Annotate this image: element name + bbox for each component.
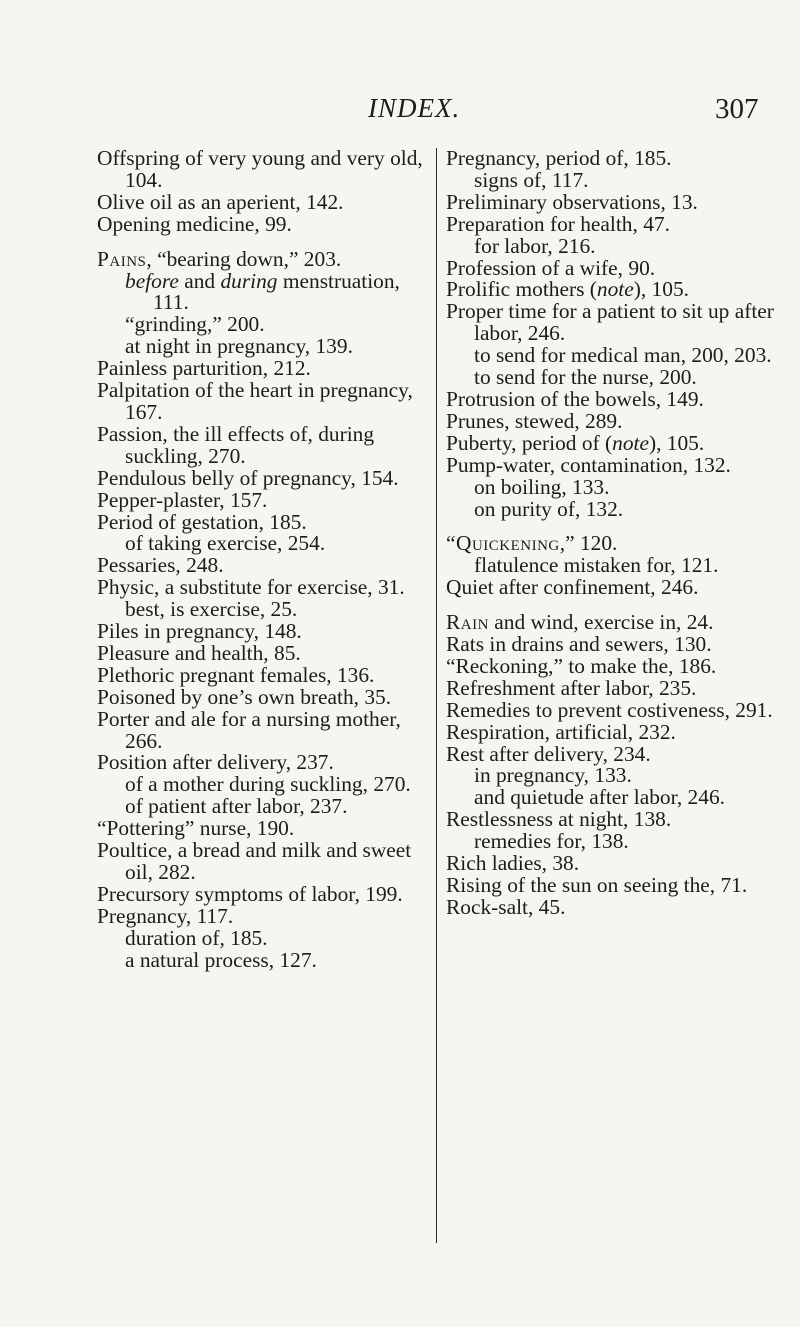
index-subentry bbox=[446, 367, 778, 389]
entry-em: before bbox=[125, 268, 179, 293]
index-entry bbox=[446, 809, 778, 831]
entry-text: to send for medical man, 200, 203. bbox=[474, 343, 772, 368]
entry-text: for labor, 216. bbox=[474, 233, 596, 258]
index-subentry bbox=[446, 496, 778, 521]
index-entry bbox=[97, 246, 429, 271]
entry-text: Poisoned by one’s own breath, 35. bbox=[97, 684, 392, 709]
entry-head: “Quickening bbox=[446, 531, 560, 556]
entry-text: Quiet after confinement, 246. bbox=[446, 575, 699, 600]
entry-text: Position after delivery, 237. bbox=[97, 750, 334, 775]
index-entry bbox=[97, 380, 429, 424]
index-entry bbox=[97, 684, 429, 709]
entry-text: signs of, 117. bbox=[474, 167, 589, 192]
entry-text: Passion, the ill effects of, during suckling, 270. bbox=[97, 421, 380, 468]
entry-text: Porter and ale for a nursing mother, 266. bbox=[97, 706, 407, 753]
index-entry bbox=[446, 875, 778, 897]
index-entry bbox=[97, 818, 429, 840]
index-subentry bbox=[97, 336, 429, 358]
entry-text: Preliminary observations, 13. bbox=[446, 189, 698, 214]
entry-text: “grinding,” 200. bbox=[125, 312, 265, 337]
entry-text: Restlessness at night, 138. bbox=[446, 807, 672, 832]
index-entry bbox=[97, 706, 429, 753]
index-entry bbox=[446, 697, 778, 722]
index-entry bbox=[97, 577, 429, 599]
entry-after: ), 105. bbox=[648, 430, 705, 455]
index-entry bbox=[97, 509, 429, 534]
entry-text: , “bearing down,” 203. bbox=[146, 246, 342, 271]
entry-text: Painless parturition, 212. bbox=[97, 356, 311, 381]
entry-text: on purity of, 132. bbox=[474, 496, 624, 521]
entry-mid: and bbox=[178, 268, 221, 293]
entry-text: Offspring of very young and very old, 104. bbox=[97, 146, 429, 192]
entry-text: Proper time for a patient to sit up after labor, 246. bbox=[446, 299, 780, 346]
index-subentry bbox=[446, 765, 778, 787]
column-divider bbox=[436, 148, 437, 1243]
index-subentry bbox=[446, 831, 778, 853]
entry-text: Pleasure and health, 85. bbox=[97, 640, 301, 665]
index-entry bbox=[446, 719, 778, 744]
entry-text: Piles in pregnancy, 148. bbox=[97, 619, 302, 644]
index-entry bbox=[97, 903, 429, 928]
index-entry bbox=[446, 148, 778, 170]
index-entry bbox=[446, 255, 778, 280]
entry-text: Rats in drains and sewers, 130. bbox=[446, 632, 712, 657]
entry-text: Rising of the sun on seeing the, 71. bbox=[446, 873, 748, 897]
index-entry bbox=[446, 533, 778, 555]
entry-head: Pains bbox=[97, 246, 147, 271]
index-subentry bbox=[446, 233, 778, 258]
entry-text: on boiling, 133. bbox=[474, 474, 610, 499]
index-entry bbox=[446, 408, 778, 433]
index-entry bbox=[446, 894, 778, 919]
entry-text: and quietude after labor, 246. bbox=[474, 785, 725, 810]
index-entry bbox=[97, 752, 429, 774]
entry-text: Refreshment after labor, 235. bbox=[446, 675, 697, 700]
entry-text: a natural process, 127. bbox=[125, 947, 317, 972]
index-entry bbox=[446, 741, 778, 766]
entry-text: menstruation, 111. bbox=[153, 268, 406, 315]
index-entry bbox=[446, 675, 778, 700]
entry-after: ), 105. bbox=[633, 277, 689, 302]
index-subentry bbox=[446, 555, 778, 577]
index-entry bbox=[446, 279, 778, 301]
entry-text: Respiration, artificial, 232. bbox=[446, 719, 676, 744]
entry-text: Puberty, period of ( bbox=[446, 430, 613, 455]
entry-text: Rest after delivery, 234. bbox=[446, 741, 651, 766]
entry-text: to send for the nurse, 200. bbox=[474, 365, 697, 390]
index-entry bbox=[97, 881, 429, 906]
index-entry bbox=[446, 189, 778, 214]
index-entry bbox=[97, 421, 429, 468]
index-column-left bbox=[97, 148, 429, 972]
entry-text: Protrusion of the bowels, 149. bbox=[446, 386, 704, 411]
entry-text: Pregnancy, 117. bbox=[97, 903, 234, 928]
index-entry bbox=[97, 555, 429, 577]
index-entry bbox=[97, 189, 429, 214]
index-entry bbox=[446, 301, 778, 345]
entry-text: Prolific mothers ( bbox=[446, 277, 597, 302]
entry-text: of taking exercise, 254. bbox=[125, 531, 326, 556]
index-entry bbox=[446, 612, 778, 634]
index-subentry bbox=[97, 774, 429, 796]
entry-text: Pump-water, contamination, 132. bbox=[446, 452, 731, 477]
entry-text: Palpitation of the heart in pregnancy, 167. bbox=[97, 378, 419, 424]
entry-text: Precursory symptoms of labor, 199. bbox=[97, 881, 403, 906]
index-subentry bbox=[97, 947, 429, 972]
index-entry bbox=[97, 840, 429, 884]
entry-text: Opening medicine, 99. bbox=[97, 211, 292, 236]
entry-text: Rock-salt, 45. bbox=[446, 894, 566, 919]
entry-text: of patient after labor, 237. bbox=[125, 794, 348, 819]
index-subentry bbox=[97, 796, 429, 818]
entry-em2: during bbox=[220, 268, 278, 293]
entry-text: in pregnancy, 133. bbox=[474, 763, 632, 788]
index-entry bbox=[446, 386, 778, 411]
index-subentry bbox=[446, 345, 778, 367]
index-subentry bbox=[97, 533, 429, 555]
index-entry bbox=[97, 621, 429, 643]
index-subentry bbox=[446, 474, 778, 499]
entry-text: Prunes, stewed, 289. bbox=[446, 408, 623, 433]
index-entry bbox=[97, 148, 429, 192]
index-subentry bbox=[446, 787, 778, 809]
entry-text: and wind, exercise in, 24. bbox=[488, 610, 714, 635]
entry-text: Plethoric pregnant females, 136. bbox=[97, 662, 375, 687]
index-entry bbox=[97, 487, 429, 512]
index-subentry bbox=[97, 599, 429, 621]
entry-text: Pendulous belly of pregnancy, 154. bbox=[97, 465, 399, 490]
index-entry bbox=[446, 653, 778, 678]
entry-text: of a mother during suckling, 270. bbox=[125, 772, 411, 797]
entry-text: Period of gestation, 185. bbox=[97, 509, 307, 534]
index-entry bbox=[446, 577, 778, 599]
entry-text: at night in pregnancy, 139. bbox=[125, 334, 353, 359]
entry-text: Physic, a substitute for exercise, 31. bbox=[97, 575, 405, 600]
entry-text: remedies for, 138. bbox=[474, 829, 629, 854]
entry-text: Pessaries, 248. bbox=[97, 553, 224, 578]
index-subentry bbox=[97, 925, 429, 950]
entry-text: Poultice, a bread and milk and sweet oil, 282. bbox=[97, 838, 417, 884]
entry-text: “Pottering” nurse, 190. bbox=[97, 816, 295, 841]
entry-text: best, is exercise, 25. bbox=[125, 597, 298, 622]
entry-text: Olive oil as an aperient, 142. bbox=[97, 189, 344, 214]
index-subentry bbox=[97, 314, 429, 336]
index-subentry bbox=[446, 167, 778, 192]
entry-text: Profession of a wife, 90. bbox=[446, 255, 656, 280]
entry-text: Rich ladies, 38. bbox=[446, 851, 580, 876]
index-subentry bbox=[97, 268, 429, 315]
entry-text: ,” 120. bbox=[559, 531, 618, 556]
index-column-right bbox=[446, 148, 778, 919]
entry-text: Pepper-plaster, 157. bbox=[97, 487, 268, 512]
index-entry bbox=[446, 211, 778, 236]
entry-em: note bbox=[596, 277, 634, 302]
entry-text: Pregnancy, period of, 185. bbox=[446, 146, 672, 170]
index-entry bbox=[446, 634, 778, 656]
index-entry bbox=[446, 430, 778, 455]
entry-text: duration of, 185. bbox=[125, 925, 268, 950]
index-entry bbox=[446, 452, 778, 477]
index-entry bbox=[97, 465, 429, 490]
index-entry bbox=[97, 211, 429, 236]
page-number: 307 bbox=[715, 93, 759, 125]
running-header bbox=[0, 93, 800, 133]
page-title: INDEX. bbox=[368, 93, 461, 123]
index-entry bbox=[97, 358, 429, 380]
entry-text: flatulence mistaken for, 121. bbox=[474, 553, 719, 578]
entry-em: note bbox=[612, 430, 649, 455]
index-entry bbox=[97, 662, 429, 687]
index-entry bbox=[97, 640, 429, 665]
entry-head: Rain bbox=[446, 610, 489, 635]
index-entry bbox=[446, 853, 778, 875]
entry-text: Preparation for health, 47. bbox=[446, 211, 670, 236]
entry-text: Remedies to prevent costiveness, 291. bbox=[446, 697, 773, 722]
entry-text: “Reckoning,” to make the, 186. bbox=[446, 653, 717, 678]
